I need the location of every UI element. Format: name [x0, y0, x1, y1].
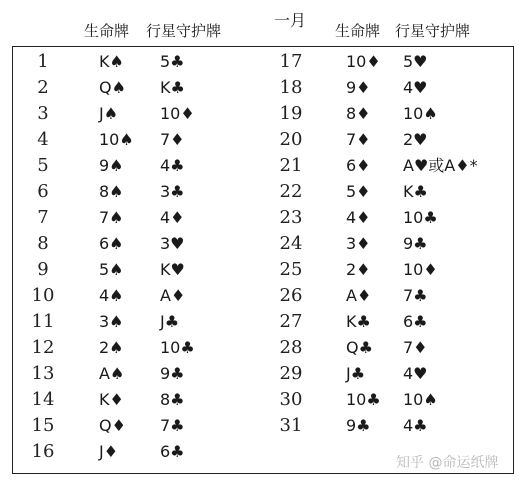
table-row [13, 101, 513, 127]
life-card: 7♦ [346, 130, 371, 149]
table-row [13, 309, 513, 335]
guard-card: A♦ [160, 286, 186, 305]
life-card: 6♠ [99, 234, 124, 253]
table-row [13, 75, 513, 101]
table-row [13, 127, 513, 153]
day-number: 27 [279, 311, 303, 332]
life-card: 4♠ [99, 286, 124, 305]
life-card: Q♦ [99, 416, 126, 435]
guard-card: 7♦ [403, 338, 428, 357]
guard-card: 7♣ [403, 286, 428, 305]
life-card: A♦ [346, 286, 372, 305]
life-card: K♠ [99, 52, 124, 71]
day-number: 16 [31, 441, 55, 462]
day-number: 4 [37, 129, 49, 150]
day-number: 10 [31, 285, 55, 306]
guard-card: 10♣ [160, 338, 195, 357]
life-card: 2♠ [99, 338, 124, 357]
day-number: 7 [37, 207, 49, 228]
day-number: 3 [37, 103, 49, 124]
header-guard-card-right: 行星守护牌 [395, 22, 471, 40]
guard-card: 10♠ [403, 390, 438, 409]
table-row [13, 257, 513, 283]
day-number: 24 [279, 233, 303, 254]
guard-card: K♥ [160, 260, 185, 279]
day-number: 22 [279, 181, 303, 202]
life-card: 4♦ [346, 208, 371, 227]
guard-card: 9♣ [160, 364, 185, 383]
day-number: 17 [279, 51, 303, 72]
day-number: 13 [31, 363, 55, 384]
life-card: 10♦ [346, 52, 381, 71]
guard-card: 4♣ [403, 416, 428, 435]
watermark: 知乎 @命运纸牌 [396, 455, 499, 471]
life-card: 9♠ [99, 156, 124, 175]
day-number: 8 [37, 233, 49, 254]
life-card: 5♠ [99, 260, 124, 279]
life-card: 2♦ [346, 260, 371, 279]
life-card: 9♣ [346, 416, 371, 435]
day-number: 23 [279, 207, 303, 228]
guard-card: 9♣ [403, 234, 428, 253]
life-card: 9♦ [346, 78, 371, 97]
guard-card: A♥或A♦* [403, 156, 478, 175]
day-number: 28 [279, 337, 303, 358]
page-title: 一月 [274, 11, 307, 30]
day-number: 25 [279, 259, 303, 280]
life-card: 6♦ [346, 156, 371, 175]
life-card: J♦ [99, 442, 119, 461]
guard-card: 8♣ [160, 390, 185, 409]
guard-card: 4♥ [403, 364, 428, 383]
table-row [13, 231, 513, 257]
day-number: 30 [279, 389, 303, 410]
life-card: 8♠ [99, 182, 124, 201]
guard-card: 4♣ [160, 156, 185, 175]
life-card: 5♦ [346, 182, 371, 201]
table-row [13, 361, 513, 387]
header-guard-card-left: 行星守护牌 [146, 22, 222, 40]
life-card: 8♦ [346, 104, 371, 123]
table-row [13, 153, 513, 179]
day-number: 20 [279, 129, 303, 150]
day-number: 15 [31, 415, 55, 436]
guard-card: 4♦ [160, 208, 185, 227]
life-card: 3♠ [99, 312, 124, 331]
header-life-card-right: 生命牌 [335, 22, 381, 40]
life-card: 10♣ [346, 390, 381, 409]
card-table [12, 46, 514, 474]
guard-card: 7♦ [160, 130, 185, 149]
guard-card: 2♥ [403, 130, 428, 149]
life-card: K♣ [346, 312, 371, 331]
guard-card: J♣ [160, 312, 180, 331]
life-card: 7♠ [99, 208, 124, 227]
guard-card: 6♣ [403, 312, 428, 331]
day-number: 19 [279, 103, 303, 124]
guard-card: 3♣ [160, 182, 185, 201]
guard-card: 7♣ [160, 416, 185, 435]
guard-card: 5♥ [403, 52, 428, 71]
guard-card: 10♠ [403, 104, 438, 123]
life-card: K♦ [99, 390, 124, 409]
life-card: J♣ [346, 364, 366, 383]
day-number: 12 [31, 337, 55, 358]
life-card: J♠ [99, 104, 119, 123]
guard-card: 10♦ [160, 104, 195, 123]
life-card: A♠ [99, 364, 125, 383]
table-row [13, 179, 513, 205]
day-number: 18 [279, 77, 303, 98]
guard-card: 4♥ [403, 78, 428, 97]
guard-card: 5♣ [160, 52, 185, 71]
guard-card: 6♣ [160, 442, 185, 461]
day-number: 14 [31, 389, 55, 410]
day-number: 5 [37, 155, 49, 176]
guard-card: 10♣ [403, 208, 438, 227]
guard-card: 3♥ [160, 234, 185, 253]
guard-card: K♣ [160, 78, 185, 97]
day-number: 21 [279, 155, 303, 176]
life-card: Q♠ [99, 78, 126, 97]
day-number: 2 [37, 77, 49, 98]
table-row [13, 49, 513, 75]
life-card: 10♠ [99, 130, 134, 149]
day-number: 1 [37, 51, 49, 72]
guard-card: 10♦ [403, 260, 438, 279]
header-life-card-left: 生命牌 [84, 22, 130, 40]
day-number: 11 [31, 311, 55, 332]
day-number: 26 [279, 285, 303, 306]
table-row [13, 335, 513, 361]
life-card: Q♣ [346, 338, 373, 357]
table-row [13, 283, 513, 309]
life-card: 3♦ [346, 234, 371, 253]
table-row [13, 387, 513, 413]
day-number: 29 [279, 363, 303, 384]
day-number: 9 [37, 259, 49, 280]
day-number: 6 [37, 181, 49, 202]
table-row [13, 205, 513, 231]
guard-card: K♣ [403, 182, 428, 201]
table-row [13, 413, 513, 439]
day-number: 31 [279, 415, 303, 436]
